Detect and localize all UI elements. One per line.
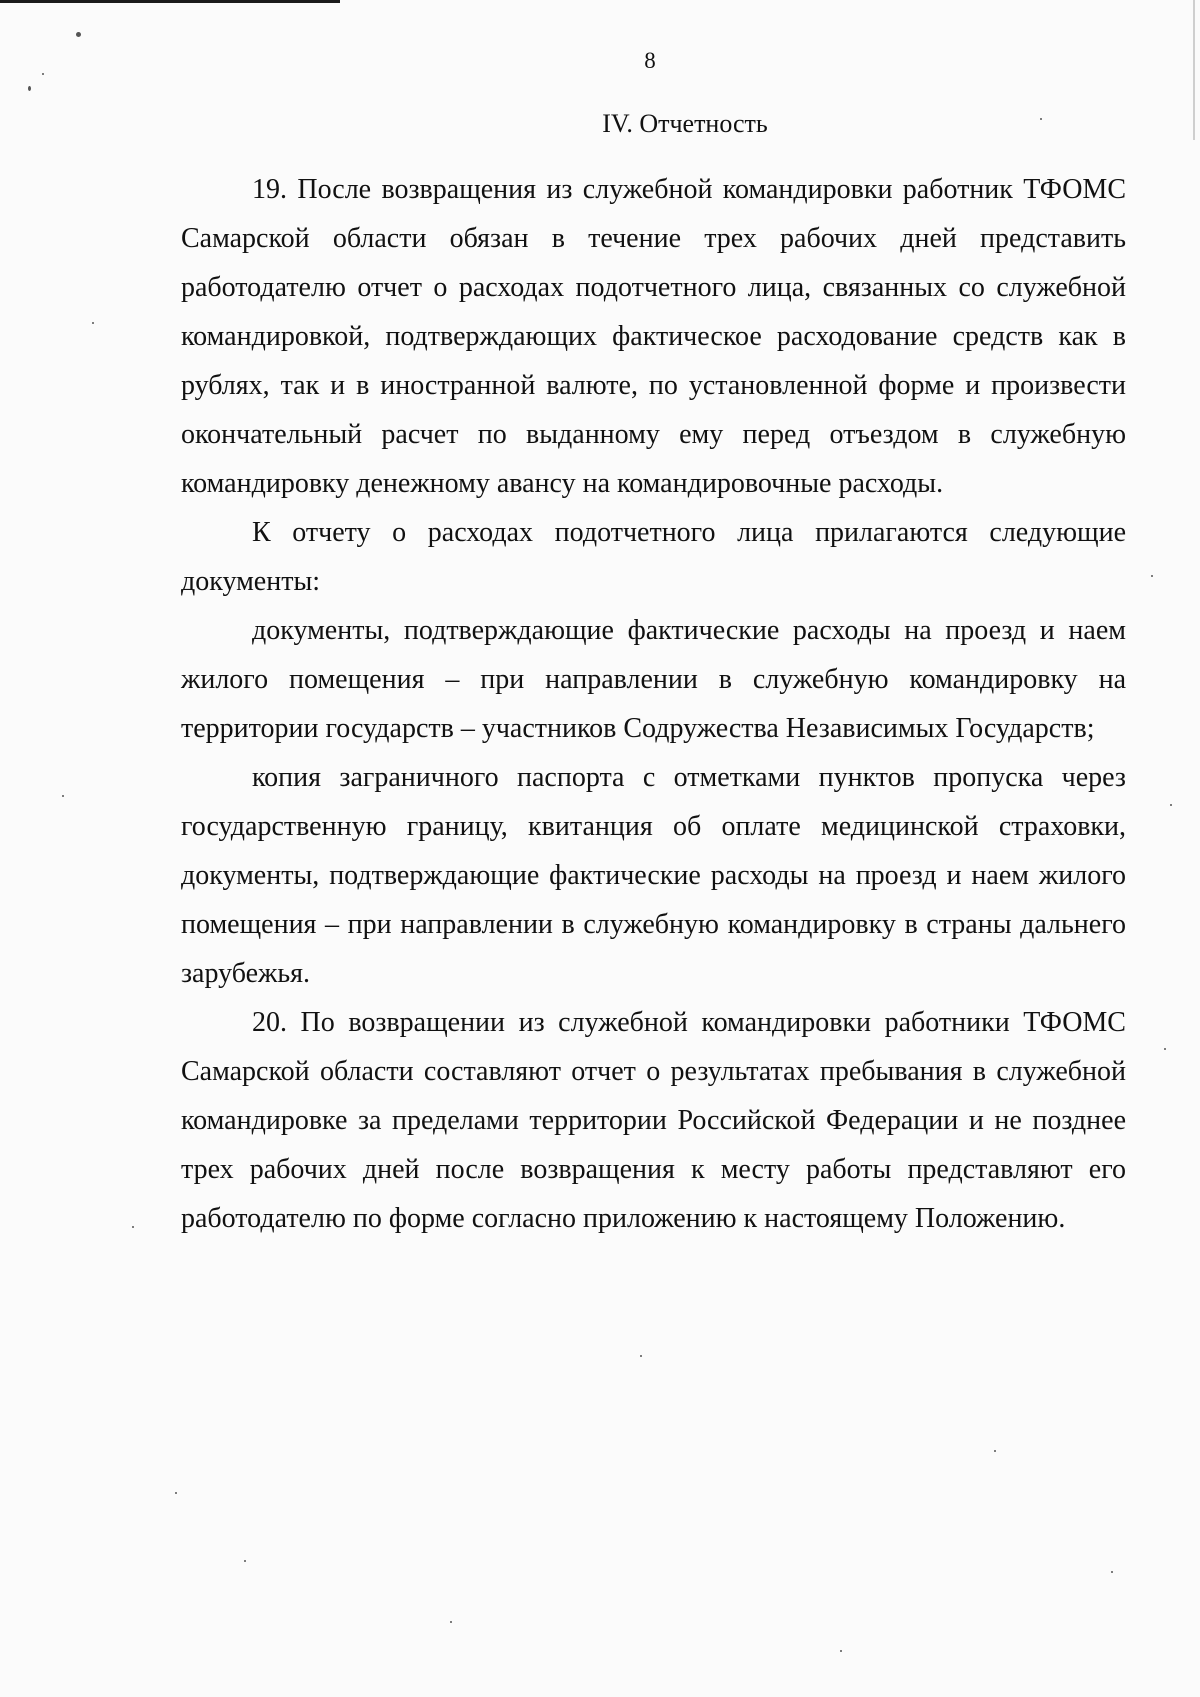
scan-speck	[840, 1650, 842, 1652]
scan-speck	[1040, 118, 1042, 120]
scan-speck	[1164, 1048, 1166, 1050]
scan-speck	[994, 1450, 996, 1452]
document-body	[181, 165, 1126, 1243]
paragraph-20: 20. По возвращении из служебной командировки работники ТФОМС Самарской области составляют отчет о результатах пребывания в служебной командировке за пределами территории Российской Федерации и не позднее трех рабочих дней после возвращения к месту работы представляют его работодателю по форме согласно приложению к настоящему Положению.	[181, 1007, 1126, 1234]
scan-speck	[28, 86, 31, 91]
scan-speck	[1111, 1571, 1113, 1573]
scan-speck	[450, 1621, 452, 1623]
paragraph-foreign-documents: копия заграничного паспорта с отметками пунктов пропуска через государственную границу, квитанция об оплате медицинской страховки, документы, подтверждающие фактические расходы на проезд и наем жилого помещения – при направлении в служебную командировку в страны дальнего зарубежья.	[181, 762, 1126, 989]
scan-speck	[62, 795, 64, 797]
paragraph-attachments-intro: К отчету о расходах подотчетного лица прилагаются следующие документы:	[181, 517, 1126, 597]
scan-speck	[132, 1226, 134, 1228]
section-title: IV. Отчетность	[602, 109, 768, 138]
scan-speck	[76, 32, 81, 37]
scan-speck	[1170, 804, 1172, 806]
scan-speck	[244, 1560, 246, 1562]
paragraph-cis-documents: документы, подтверждающие фактические расходы на проезд и наем жилого помещения – при направлении в служебную командировку на территории государств – участников Содружества Независимых Государств;	[181, 615, 1126, 744]
paragraph-19: 19. После возвращения из служебной командировки работник ТФОМС Самарской области обязан в течение трех рабочих дней представить работодателю отчет о расходах подотчетного лица, связанных со служебной командировкой, подтверждающих фактическое расходование средств как в рублях, так и в иностранной валюте, по установленной форме и произвести окончательный расчет по выданному ему перед отъездом в служебную командировку денежному авансу на командировочные расходы.	[181, 174, 1126, 499]
scan-speck	[640, 1355, 642, 1357]
scan-speck	[175, 1492, 177, 1494]
scan-speck	[92, 322, 94, 324]
scan-speck	[42, 73, 44, 75]
page-number: 8	[644, 48, 656, 73]
scan-speck	[1151, 575, 1153, 577]
scan-border-top	[0, 0, 340, 3]
